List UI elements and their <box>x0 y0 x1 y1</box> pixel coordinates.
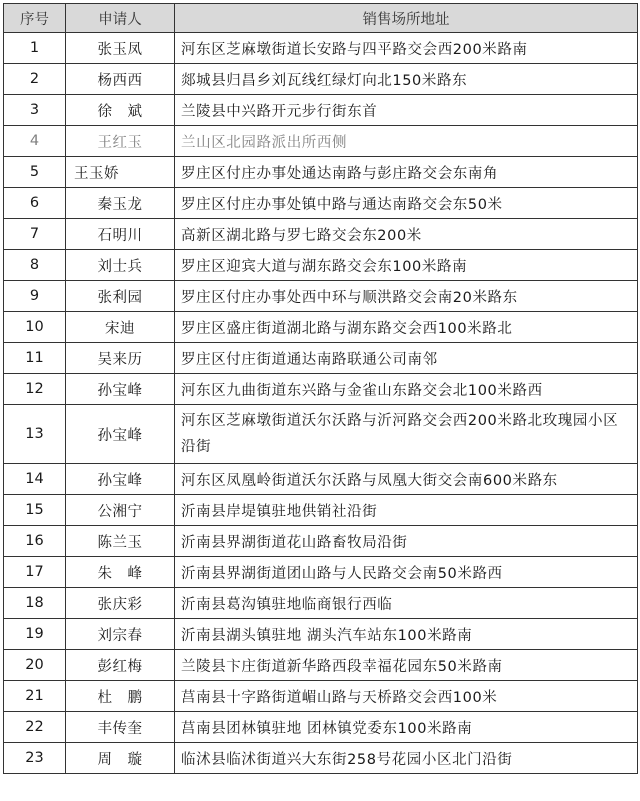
row-no: 21 <box>4 681 66 712</box>
row-no: 9 <box>4 281 66 312</box>
row-no: 3 <box>4 95 66 126</box>
row-address: 兰陵县卞庄街道新华路西段幸福花园东50米路南 <box>175 650 638 681</box>
table-row <box>4 157 638 188</box>
row-name: 刘宗春 <box>66 619 175 650</box>
table-row <box>4 464 638 495</box>
table-row <box>4 405 638 464</box>
row-no: 15 <box>4 495 66 526</box>
row-no: 19 <box>4 619 66 650</box>
row-address: 兰陵县中兴路开元步行街东首 <box>175 95 638 126</box>
table-row <box>4 743 638 774</box>
table-row <box>4 126 638 157</box>
row-address: 罗庄区盛庄街道湖北路与湖东路交会西100米路北 <box>175 312 638 343</box>
row-name: 张利园 <box>66 281 175 312</box>
row-name: 杨西西 <box>66 64 175 95</box>
row-no: 7 <box>4 219 66 250</box>
row-name: 张庆彩 <box>66 588 175 619</box>
table-row <box>4 95 638 126</box>
row-address: 莒南县十字路街道嵋山路与天桥路交会西100米 <box>175 681 638 712</box>
row-address: 罗庄区付庄街道通达南路联通公司南邻 <box>175 343 638 374</box>
row-no: 8 <box>4 250 66 281</box>
table-row <box>4 712 638 743</box>
row-no: 1 <box>4 33 66 64</box>
table-body <box>4 33 638 774</box>
row-address: 罗庄区付庄办事处西中环与顺洪路交会南20米路东 <box>175 281 638 312</box>
table-row <box>4 33 638 64</box>
row-name: 杜 鹏 <box>66 681 175 712</box>
row-address: 沂南县岸堤镇驻地供销社沿街 <box>175 495 638 526</box>
row-address: 罗庄区付庄办事处通达南路与彭庄路交会东南角 <box>175 157 638 188</box>
row-address: 河东区凤凰岭街道沃尔沃路与凤凰大街交会南600米路东 <box>175 464 638 495</box>
table-row <box>4 650 638 681</box>
row-address: 罗庄区付庄办事处镇中路与通达南路交会东50米 <box>175 188 638 219</box>
table-row <box>4 526 638 557</box>
table-row <box>4 250 638 281</box>
row-address: 沂南县界湖街道花山路畜牧局沿街 <box>175 526 638 557</box>
row-name: 朱 峰 <box>66 557 175 588</box>
row-address: 郯城县归昌乡刘瓦线红绿灯向北150米路东 <box>175 64 638 95</box>
row-no: 5 <box>4 157 66 188</box>
row-name: 宋迪 <box>66 312 175 343</box>
table-row <box>4 64 638 95</box>
row-name: 孙宝峰 <box>66 405 175 464</box>
table-row <box>4 495 638 526</box>
row-address: 临沭县临沭街道兴大东街258号花园小区北门沿街 <box>175 743 638 774</box>
row-address: 河东区芝麻墩街道沃尔沃路与沂河路交会西200米路北玫瑰园小区沿街 <box>175 405 638 464</box>
table-row <box>4 281 638 312</box>
row-name: 张玉凤 <box>66 33 175 64</box>
row-no: 22 <box>4 712 66 743</box>
row-no: 12 <box>4 374 66 405</box>
row-name: 孙宝峰 <box>66 464 175 495</box>
table-row <box>4 374 638 405</box>
row-address: 河东区九曲街道东兴路与金雀山东路交会北100米路西 <box>175 374 638 405</box>
table-row <box>4 343 638 374</box>
row-no: 16 <box>4 526 66 557</box>
row-no: 10 <box>4 312 66 343</box>
row-no: 18 <box>4 588 66 619</box>
row-address: 沂南县葛沟镇驻地临商银行西临 <box>175 588 638 619</box>
row-no: 20 <box>4 650 66 681</box>
row-name: 石明川 <box>66 219 175 250</box>
header-address: 销售场所地址 <box>175 4 638 33</box>
row-name: 丰传奎 <box>66 712 175 743</box>
header-name: 申请人 <box>66 4 175 33</box>
row-address: 沂南县湖头镇驻地 湖头汽车站东100米路南 <box>175 619 638 650</box>
row-no: 4 <box>4 126 66 157</box>
row-address: 莒南县团林镇驻地 团林镇党委东100米路南 <box>175 712 638 743</box>
table-row <box>4 188 638 219</box>
row-name: 王红玉 <box>66 126 175 157</box>
row-name: 孙宝峰 <box>66 374 175 405</box>
row-name: 王玉娇 <box>66 157 175 188</box>
row-name: 吴来历 <box>66 343 175 374</box>
table-row <box>4 588 638 619</box>
row-no: 14 <box>4 464 66 495</box>
table-row <box>4 619 638 650</box>
table-row <box>4 219 638 250</box>
header-no: 序号 <box>4 4 66 33</box>
row-no: 23 <box>4 743 66 774</box>
row-name: 彭红梅 <box>66 650 175 681</box>
row-address: 高新区湖北路与罗七路交会东200米 <box>175 219 638 250</box>
table-row <box>4 681 638 712</box>
row-name: 公湘宁 <box>66 495 175 526</box>
row-address: 河东区芝麻墩街道长安路与四平路交会西200米路南 <box>175 33 638 64</box>
table-header-row <box>4 4 638 33</box>
row-no: 13 <box>4 405 66 464</box>
row-no: 2 <box>4 64 66 95</box>
applicant-table <box>3 3 638 774</box>
row-name: 周 璇 <box>66 743 175 774</box>
row-no: 6 <box>4 188 66 219</box>
row-address: 沂南县界湖街道团山路与人民路交会南50米路西 <box>175 557 638 588</box>
row-no: 17 <box>4 557 66 588</box>
row-name: 刘士兵 <box>66 250 175 281</box>
row-name: 秦玉龙 <box>66 188 175 219</box>
row-name: 徐 斌 <box>66 95 175 126</box>
table-row <box>4 312 638 343</box>
table-row <box>4 557 638 588</box>
row-no: 11 <box>4 343 66 374</box>
row-name: 陈兰玉 <box>66 526 175 557</box>
row-address: 罗庄区迎宾大道与湖东路交会东100米路南 <box>175 250 638 281</box>
row-address: 兰山区北园路派出所西侧 <box>175 126 638 157</box>
